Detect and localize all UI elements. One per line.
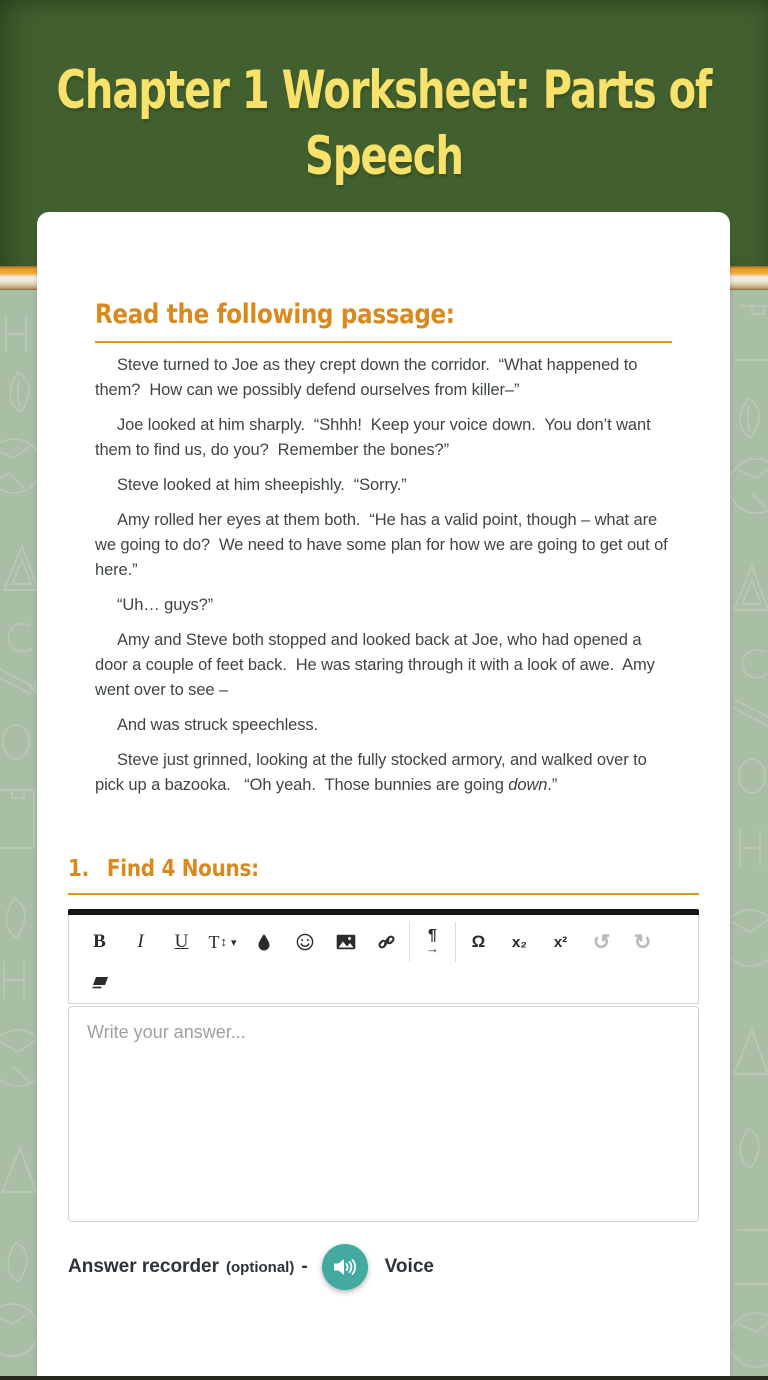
worksheet-card	[37, 212, 730, 1377]
page-title	[24, 58, 744, 190]
recorder-label: Answer recorder	[68, 1256, 220, 1277]
answer-input[interactable]	[68, 1006, 699, 1222]
question-heading	[68, 854, 699, 882]
passage-heading-rule	[95, 341, 672, 343]
text-direction-button[interactable]	[412, 924, 453, 960]
question-label: Find 4 Nouns:	[106, 854, 259, 882]
chevron-down-icon: ▾	[230, 936, 237, 949]
passage-heading: Read the following passage:	[95, 300, 455, 330]
speaker-icon	[332, 1255, 358, 1279]
eraser-icon	[91, 976, 109, 990]
question-number: 1.	[68, 854, 89, 882]
special-characters-button[interactable]: Ω	[458, 924, 499, 960]
editor-toolbar	[68, 915, 699, 1004]
passage-body	[95, 353, 672, 798]
pilcrow-icon: ¶	[428, 927, 437, 944]
smiley-icon	[296, 933, 314, 951]
toolbar-separator	[409, 922, 410, 962]
superscript-button[interactable]: x²	[540, 924, 581, 960]
image-icon	[336, 934, 356, 950]
page-title-line2: Speech	[305, 126, 463, 188]
answer-recorder-row	[68, 1244, 699, 1290]
redo-button[interactable]: ↻	[622, 924, 663, 960]
passage-paragraph: Amy and Steve both stopped and looked back at Joe, who had opened a door a couple of feet back. He was staring through it with a look of awe. Amy went over to see –	[95, 631, 660, 699]
arrow-right-icon: →	[426, 941, 439, 956]
final-paragraph-pre: Steve just grinned, looking at the fully stocked armory, and walked over to pick up a bazooka. “Oh yeah. Those bunnies are going	[95, 751, 652, 794]
recorder-dash: -	[301, 1256, 308, 1277]
passage-paragraph: Joe looked at him sharply. “Shhh! Keep your voice down. You don’t want them to find us, do you? Remember the bones?”	[95, 416, 656, 459]
question-heading-rule	[68, 893, 699, 895]
final-paragraph-italic: down	[508, 776, 548, 794]
voice-label: Voice	[384, 1256, 434, 1277]
underline-button[interactable]: U	[161, 924, 202, 960]
font-size-dropdown[interactable]	[202, 924, 243, 960]
recorder-optional-label: (optional)	[226, 1258, 295, 1276]
italic-button[interactable]: I	[120, 924, 161, 960]
text-color-button[interactable]	[243, 924, 284, 960]
passage-paragraph: Steve turned to Joe as they crept down the corridor. “What happened to them? How can we possibly defend ourselves from killer–”	[95, 356, 642, 399]
passage-paragraph	[95, 748, 672, 798]
insert-link-button[interactable]	[366, 924, 407, 960]
voice-record-button[interactable]	[322, 1244, 368, 1290]
droplet-icon	[257, 933, 271, 951]
emoji-button[interactable]	[284, 924, 325, 960]
clear-formatting-button[interactable]	[79, 965, 120, 1001]
page-title-line1: Chapter 1 Worksheet: Parts of	[56, 60, 712, 122]
bold-button[interactable]: B	[79, 924, 120, 960]
undo-button[interactable]: ↺	[581, 924, 622, 960]
rich-text-editor	[68, 909, 699, 1222]
bottom-bar	[0, 1376, 768, 1380]
passage-paragraph: Amy rolled her eyes at them both. “He has a valid point, though – what are we going to do? We need to have some plan for how we are going to get out of here.”	[95, 511, 673, 579]
passage-paragraph: And was struck speechless.	[117, 716, 318, 734]
font-size-arrows-icon: ↕	[220, 934, 227, 949]
answer-placeholder: Write your answer...	[87, 1022, 246, 1042]
final-paragraph-post: .”	[547, 776, 558, 794]
insert-image-button[interactable]	[325, 924, 366, 960]
toolbar-separator	[455, 922, 456, 962]
passage-paragraph: Steve looked at him sheepishly. “Sorry.”	[117, 476, 407, 494]
font-size-letter: T	[208, 931, 220, 952]
passage-paragraph: “Uh… guys?”	[117, 596, 214, 614]
subscript-button[interactable]: x₂	[499, 924, 540, 960]
link-icon	[377, 933, 396, 952]
